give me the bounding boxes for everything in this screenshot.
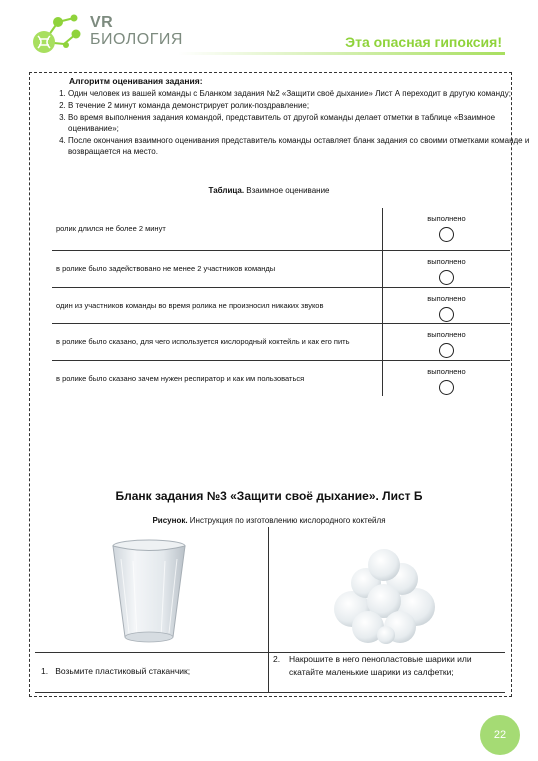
logo-line-vr: VR (90, 14, 114, 31)
mark-cell (383, 287, 511, 323)
divider (35, 692, 505, 693)
criterion-cell: в ролике было задействовано не менее 2 участников команды (52, 250, 383, 287)
criterion-cell: один из участников команды во время ролика не произносил никаких звуков (52, 287, 383, 323)
algorithm-step: 4. После окончания взаимного оценивания представитель команды оставляет бланк задания со своими отметками команде и возвращается на место. (68, 135, 536, 157)
divider (268, 527, 269, 693)
check-circle[interactable] (439, 343, 454, 358)
mark-cell (383, 208, 511, 250)
table-caption-label: Таблица. (208, 186, 245, 195)
step-text: Возьмите пластиковый стаканчик; (55, 666, 191, 676)
instruction-figure-grid (35, 527, 505, 693)
figure-caption-text: Инструкция по изготовлению кислородного коктейля (187, 516, 386, 525)
mark-cell (383, 250, 511, 287)
mark-label: выполнено (427, 214, 466, 223)
foam-balls-image (330, 545, 438, 645)
algorithm-step: 3. Во время выполнения задания командой, представитель от другой команды делает отметки в таблице «Взаимное оценивание»; (68, 112, 536, 134)
table-row (52, 323, 510, 360)
mark-label: выполнено (427, 329, 466, 339)
mark-label: выполнено (427, 366, 466, 376)
header-accent-bar (178, 52, 505, 55)
step-text: Накрошите в него пенопластовые шарики или скатайте маленькие шарики из салфетки; (289, 654, 472, 677)
mark-cell (383, 323, 511, 360)
figure-caption (0, 516, 538, 525)
mark-label: выполнено (427, 293, 466, 303)
mark-cell (383, 360, 511, 396)
page-number-badge: 22 (480, 715, 520, 755)
criterion-cell: в ролике было сказано, для чего используется кислородный коктейль и как его пить (52, 323, 383, 360)
instruction-step-2 (273, 653, 503, 679)
algorithm-title: Алгоритм оценивания задания: (69, 76, 203, 86)
header-title: Эта опасная гипоксия! (345, 34, 502, 50)
figure-caption-label: Рисунок. (152, 516, 188, 525)
table-row (52, 250, 510, 287)
mark-label: выполнено (427, 256, 466, 266)
table-row (52, 287, 510, 323)
criterion-cell: ролик длился не более 2 минут (52, 208, 383, 250)
plastic-cup-image (111, 539, 187, 645)
check-circle[interactable] (439, 380, 454, 395)
instruction-step-1 (41, 666, 190, 676)
step-number: 1. (41, 666, 49, 676)
algorithm-step: 1. Один человек из вашей команды с Бланком задания №2 «Защити своё дыхание» Лист А переходит в другую команду; (68, 88, 536, 99)
logo-line-biology: БИОЛОГИЯ (90, 31, 183, 48)
algorithm-steps-list (40, 88, 536, 158)
check-circle[interactable] (439, 227, 454, 242)
algorithm-step: 2. В течение 2 минут команда демонстрирует ролик-поздравление; (68, 100, 536, 111)
step-number: 2. (273, 654, 281, 664)
table-caption (0, 186, 538, 195)
logo-text (90, 14, 183, 48)
form-title: Бланк задания №3 «Защити своё дыхание». Лист Б (115, 489, 423, 503)
table-row (52, 208, 510, 250)
check-circle[interactable] (439, 270, 454, 285)
peer-rating-table (52, 208, 510, 396)
table-row (52, 360, 510, 396)
check-circle[interactable] (439, 307, 454, 322)
table-caption-text: Взаимное оценивание (244, 186, 330, 195)
criterion-cell: в ролике было сказано зачем нужен респиратор и как им пользоваться (56, 373, 305, 383)
